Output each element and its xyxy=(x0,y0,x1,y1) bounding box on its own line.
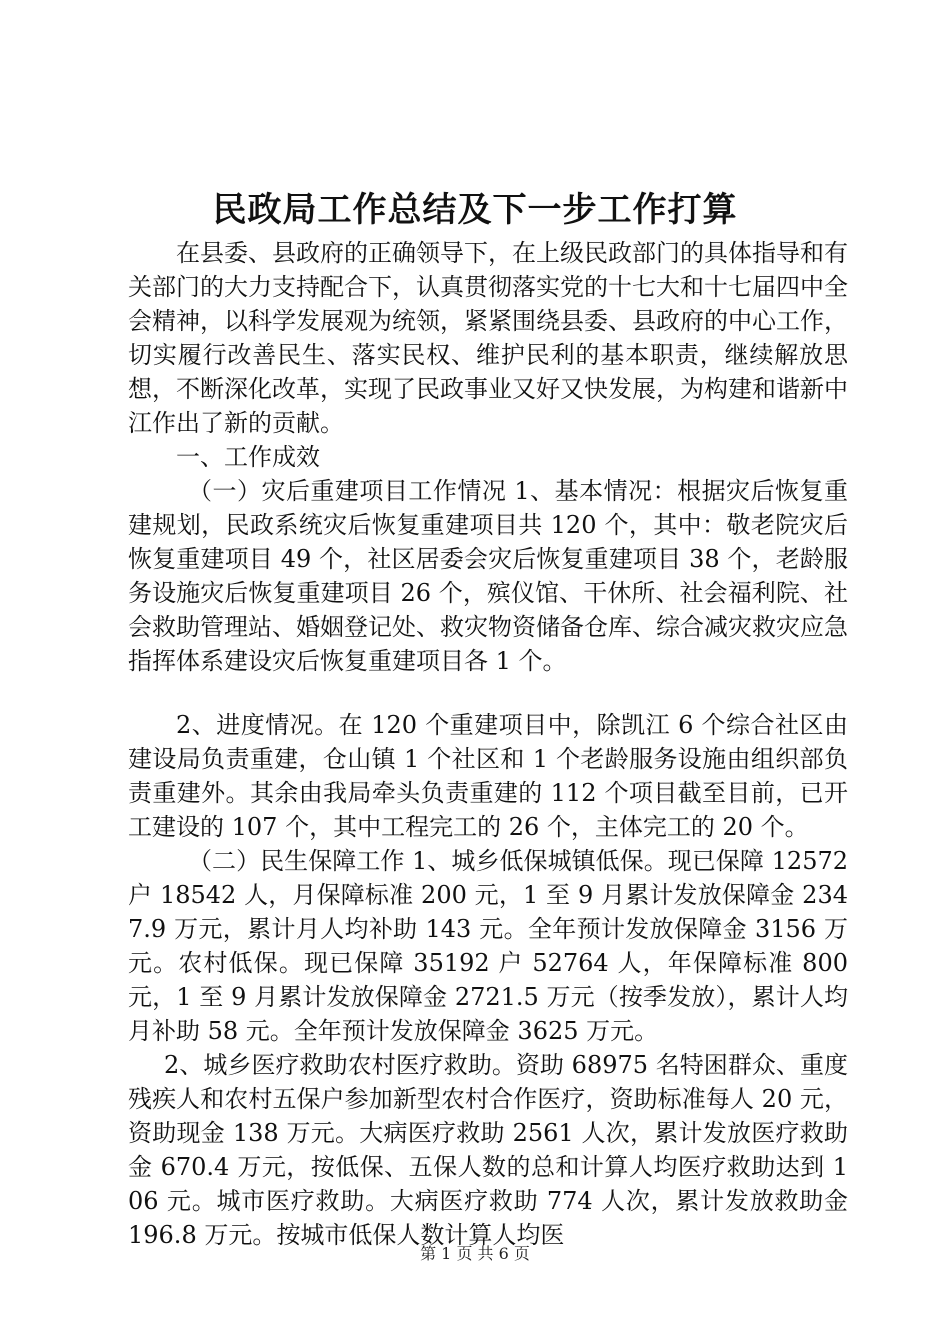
subsection-livelihood-paragraph: （二）民生保障工作 1、城乡低保城镇低保。现已保障 12572 户 18542 人，月保障标准 200 元，1 至 9 月累计发放保障金 2347.9 万元，累计月人均补助 143 元。全年预计发放保障金 3156 万元。农村低保。现已保障 35192 户 52764 人，年保障标准 800 元，1 至 9 月累计发放保障金 2721.5 万元（按季发放），累计人均月补助 58 元。全年预计发放保障金 3625 万元。 xyxy=(128,847,848,1045)
progress-paragraph: 2、进度情况。在 120 个重建项目中，除凯江 6 个综合社区由建设局负责重建，仓山镇 1 个社区和 1 个老龄服务设施由组织部负责重建外。其余由我局牵头负责重建的 112 个项目截至目前，已开工建设的 107 个，其中工程完工的 26 个，主体完工的 20 个。 xyxy=(128,711,848,841)
subsection-reconstruction-paragraph: （一）灾后重建项目工作情况 1、基本情况：根据灾后恢复重建规划，民政系统灾后恢复重建项目共 120 个，其中：敬老院灾后恢复重建项目 49 个，社区居委会灾后恢复重建项目 38 个，老龄服务设施灾后恢复重建项目 26 个，殡仪馆、干休所、社会福利院、社会救助管理站、婚姻登记处、救灾物资储备仓库、综合减灾救灾应急指挥体系建设灾后恢复重建项目各 1 个。 xyxy=(128,477,848,675)
document-body xyxy=(128,236,848,1252)
page-number-footer: 第 1 页 共 6 页 xyxy=(420,1244,530,1263)
document-title: 民政局工作总结及下一步工作打算 xyxy=(212,190,738,230)
medical-aid-paragraph: 2、城乡医疗救助农村医疗救助。资助 68975 名特困群众、重度残疾人和农村五保户参加新型农村合作医疗，资助标准每人 20 元，资助现金 138 万元。大病医疗救助 2561 人次，累计发放医疗救助金 670.4 万元，按低保、五保人数的总和计算人均医疗救助达到 106 元。城市医疗救助。大病医疗救助 774 人次，累计发放救助金 196.8 万元。按城市低保人数计算人均医 xyxy=(128,1051,848,1249)
intro-paragraph: 在县委、县政府的正确领导下，在上级民政部门的具体指导和有关部门的大力支持配合下，认真贯彻落实党的十七大和十七届四中全会精神，以科学发展观为统领，紧紧围绕县委、县政府的中心工作，切实履行改善民生、落实民权、维护民利的基本职责，继续解放思想，不断深化改革，实现了民政事业又好又快发展，为构建和谐新中江作出了新的贡献。 xyxy=(128,239,848,437)
paragraph-spacer xyxy=(128,678,848,708)
section-heading-achievements: 一、工作成效 xyxy=(176,443,320,471)
